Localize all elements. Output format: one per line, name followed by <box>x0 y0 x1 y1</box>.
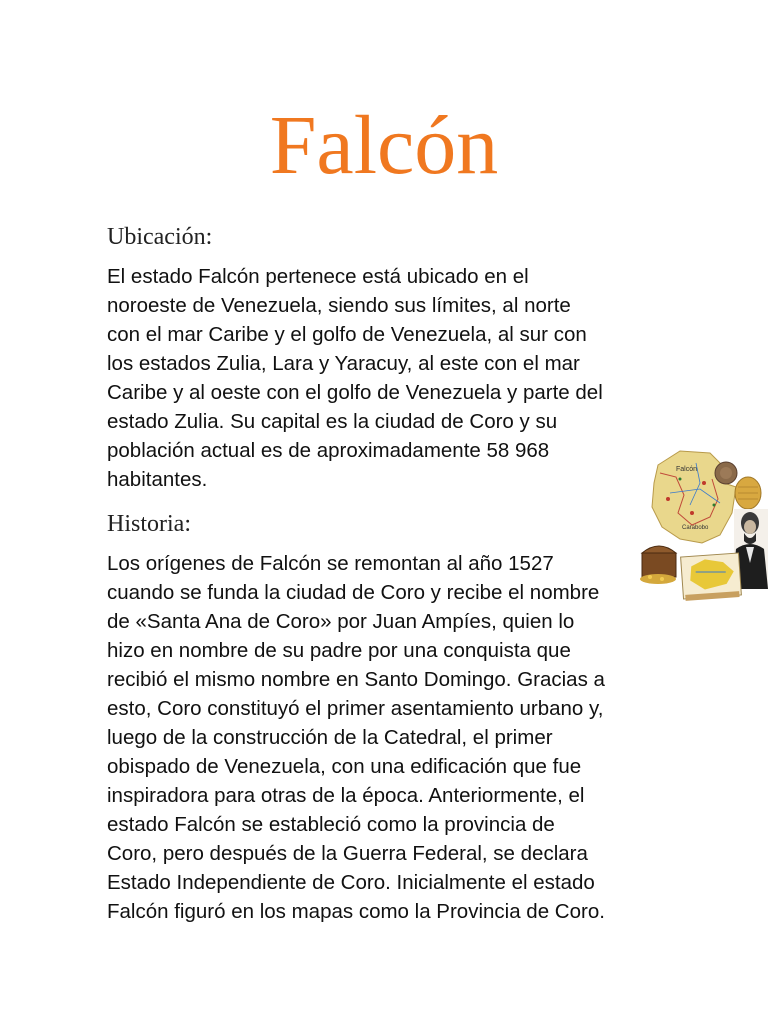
falcon-collage-image <box>640 443 768 608</box>
section-heading-historia: Historia: <box>107 511 191 537</box>
text-line: noroeste de Venezuela, siendo sus límites, al norte <box>107 294 571 317</box>
paragraph-ubicacion <box>107 262 667 494</box>
text-line: recibió el mismo nombre en Santo Domingo. Gracias a <box>107 668 605 691</box>
chest-image <box>640 546 676 584</box>
map-label: Carabobo <box>682 525 709 531</box>
text-line: hizo en nombre de su padre por una conquista que <box>107 639 571 662</box>
text-line: población actual es de aproximadamente 58 968 <box>107 439 550 462</box>
text-line: luego de la construcción de la Catedral, el primer <box>107 726 553 749</box>
text-line: de «Santa Ana de Coro» por Juan Ampíes, quien lo <box>107 610 575 633</box>
text-line: esto, Coro constituyó el primer asentamiento urbano y, <box>107 697 604 720</box>
text-line: Los orígenes de Falcón se remontan al año 1527 <box>107 552 554 575</box>
text-line: obispado de Venezuela, con una edificación que fue <box>107 755 582 778</box>
text-line: Coro, pero después de la Guerra Federal, se declara <box>107 842 588 865</box>
section-heading-ubicacion: Ubicación: <box>107 224 213 250</box>
stamp-image <box>681 553 742 601</box>
text-line: habitantes. <box>107 468 208 491</box>
text-line: El estado Falcón pertenece está ubicado en el <box>107 265 529 288</box>
text-line: Estado Independiente de Coro. Inicialmente el estado <box>107 871 595 894</box>
page-title: Falcón <box>269 99 499 192</box>
paragraph-historia <box>107 549 667 926</box>
text-line: estado Zulia. Su capital es la ciudad de Coro y su <box>107 410 558 433</box>
text-line: estado Falcón se estableció como la provincia de <box>107 813 555 836</box>
text-line: cuando se funda la ciudad de Coro y recibe el nombre <box>107 581 600 604</box>
text-line: los estados Zulia, Lara y Yaracuy, al este con el mar <box>107 352 580 375</box>
text-line: con el mar Caribe y el golfo de Venezuela, al sur con <box>107 323 587 346</box>
text-line: Caribe y al oeste con el golfo de Venezuela y parte del <box>107 381 603 404</box>
text-line: inspiradora para otras de la época. Anteriormente, el <box>107 784 585 807</box>
map-label: Falcón <box>676 466 698 473</box>
text-line: Falcón figuró en los mapas como la Provincia de Coro. <box>107 900 605 923</box>
